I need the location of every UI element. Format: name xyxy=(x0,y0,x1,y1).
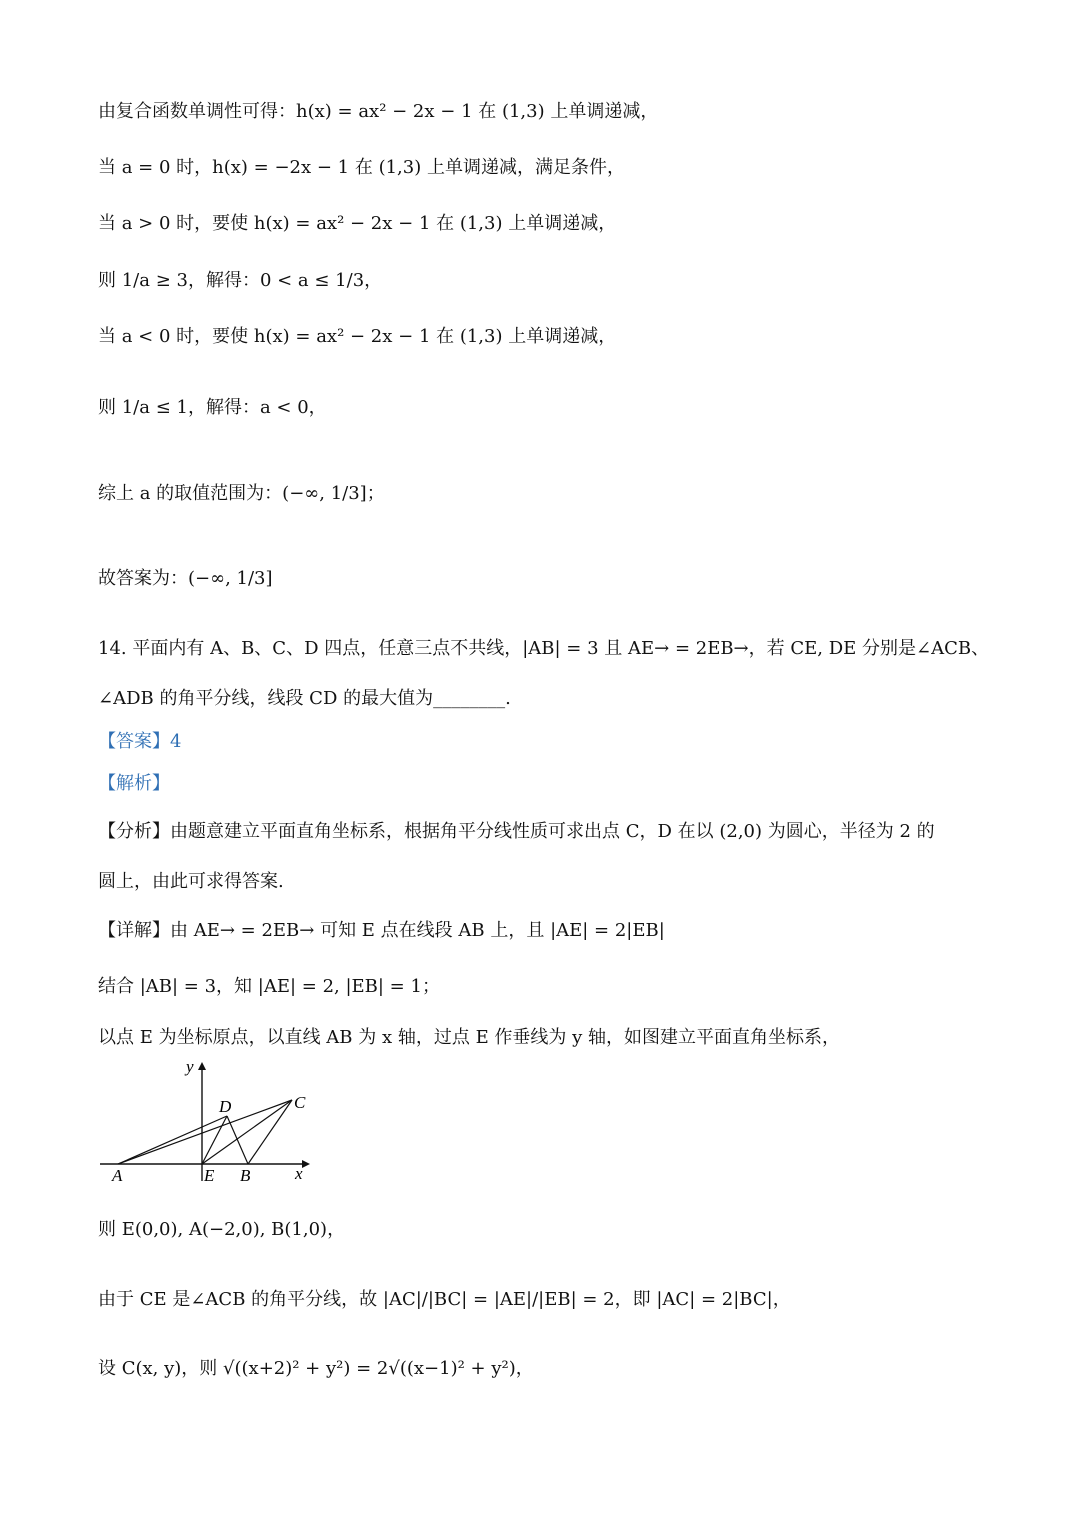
label-c: C xyxy=(294,1093,306,1112)
answer-tag: 【答案】4 xyxy=(98,731,182,752)
y-axis-arrow xyxy=(198,1062,206,1070)
segment-bc xyxy=(248,1100,292,1164)
detail-line-6: 设 C(x, y)，则 √((x+2)² + y²) = 2√((x−1)² + y²)， xyxy=(98,1358,534,1379)
text-line-3: 当 a > 0 时，要使 h(x) = ax² − 2x − 1 在 (1,3) 上单调递减， xyxy=(98,213,617,234)
analysis-line-2: 圆上，由此可求得答案. xyxy=(98,871,284,892)
detail-line-3: 以点 E 为坐标原点，以直线 AB 为 x 轴，过点 E 作垂线为 y 轴，如图建立平面直角坐标系， xyxy=(98,1027,841,1048)
label-b: B xyxy=(240,1166,251,1185)
text-line-4: 则 1/a ≥ 3，解得：0 < a ≤ 1/3， xyxy=(98,270,383,291)
analysis-tag: 【解析】 xyxy=(98,773,170,794)
detail-line-5: 由于 CE 是∠ACB 的角平分线，故 |AC|/|BC| = |AE|/|EB| = 2，即 |AC| = 2|BC|， xyxy=(98,1289,791,1310)
label-a: A xyxy=(112,1166,123,1185)
segment-db xyxy=(227,1116,248,1164)
question-14-line-1: 14. 平面内有 A、B、C、D 四点，任意三点不共线，|AB| = 3 且 AE→ = 2EB→，若 CE, DE 分别是∠ACB、 xyxy=(98,638,990,659)
text-line-6: 则 1/a ≤ 1，解得：a < 0， xyxy=(98,397,327,418)
label-e: E xyxy=(204,1166,215,1185)
detail-line-2: 结合 |AB| = 3，知 |AE| = 2, |EB| = 1； xyxy=(98,976,440,997)
text-line-7: 综上 a 的取值范围为：(−∞, 1/3]； xyxy=(98,483,385,504)
segment-ac xyxy=(118,1100,292,1164)
detail-line-4: 则 E(0,0), A(−2,0), B(1,0)， xyxy=(98,1219,346,1240)
question-14-line-2: ∠ADB 的角平分线，线段 CD 的最大值为________. xyxy=(98,688,511,709)
text-line-5: 当 a < 0 时，要使 h(x) = ax² − 2x − 1 在 (1,3) 上单调递减， xyxy=(98,326,617,347)
label-d: D xyxy=(219,1097,232,1116)
analysis-line-1: 【分析】由题意建立平面直角坐标系，根据角平分线性质可求出点 C，D 在以 (2,0) 为圆心，半径为 2 的 xyxy=(98,821,935,842)
detail-line-1: 【详解】由 AE→ = 2EB→ 可知 E 点在线段 AB 上，且 |AE| = 2|EB| xyxy=(98,920,665,941)
text-line-2: 当 a = 0 时，h(x) = −2x − 1 在 (1,3) 上单调递减，满足条件， xyxy=(98,157,625,178)
coordinate-diagram xyxy=(96,1056,326,1186)
label-x: x xyxy=(295,1164,303,1183)
segment-ec xyxy=(202,1100,292,1164)
segment-ed xyxy=(202,1116,227,1164)
segment-ad xyxy=(118,1116,227,1164)
text-line-1: 由复合函数单调性可得：h(x) = ax² − 2x − 1 在 (1,3) 上单调递减， xyxy=(98,101,659,122)
text-line-8: 故答案为：(−∞, 1/3] xyxy=(98,568,273,589)
label-y: y xyxy=(186,1057,194,1076)
x-axis-arrow xyxy=(302,1160,310,1168)
